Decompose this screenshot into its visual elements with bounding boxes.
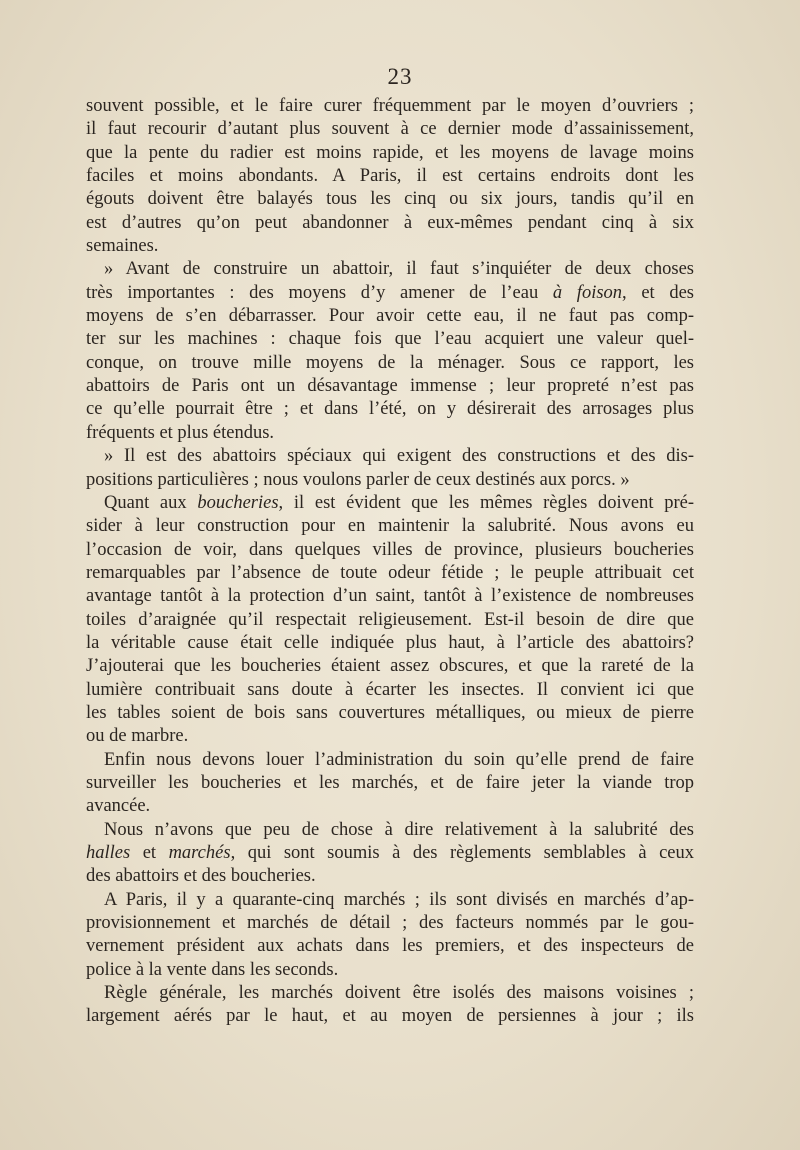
text-segment: avancée. xyxy=(86,796,151,817)
text-segment: il faut recourir d’autant plus souvent à ce dernier mode d’assainissement, xyxy=(86,119,694,140)
text-line xyxy=(86,702,694,725)
text-segment: , et des xyxy=(622,282,695,303)
text-line xyxy=(86,935,694,958)
text-segment: est d’autres qu’on peut abandonner à eux-mêmes pendant cinq à six xyxy=(86,212,694,233)
text-line xyxy=(86,142,694,165)
text-segment: J’ajouterai que les boucheries étaient assez obscures, et que la rareté de la xyxy=(86,656,694,677)
text-segment: toiles d’araignée qu’il respectait religieusement. Est-il besoin de dire que xyxy=(86,609,694,630)
text-segment: ou de marbre. xyxy=(86,726,189,747)
text-line xyxy=(86,469,694,492)
text-line xyxy=(86,959,694,982)
text-line xyxy=(86,422,694,445)
text-line xyxy=(86,95,694,118)
text-line xyxy=(86,398,694,421)
text-segment: fréquents et plus étendus. xyxy=(86,422,275,443)
text-segment: sider à leur construction pour en maintenir la salubrité. Nous avons eu xyxy=(86,516,694,537)
text-line xyxy=(86,632,694,655)
text-line xyxy=(86,539,694,562)
text-line xyxy=(86,118,694,141)
text-line xyxy=(86,258,694,281)
text-segment: très importantes : des moyens d’y amener de l’eau xyxy=(86,282,553,303)
page-number: 23 xyxy=(387,64,413,89)
text-segment: police à la vente dans les seconds. xyxy=(86,959,339,980)
text-segment: Enfin nous devons louer l’administration du soin qu’elle prend de faire xyxy=(104,749,694,770)
text-segment: la véritable cause était celle indiquée plus haut, à l’article des abattoirs? xyxy=(86,632,694,653)
text-line xyxy=(86,725,694,748)
text-segment: des abattoirs et des boucheries. xyxy=(86,866,316,887)
text-line xyxy=(86,912,694,935)
text-line xyxy=(86,819,694,842)
text-segment: semaines. xyxy=(86,236,159,257)
text-line xyxy=(86,165,694,188)
text-segment: lumière contribuait sans doute à écarter les insectes. Il convient ici que xyxy=(86,679,694,700)
text-segment: surveiller les boucheries et les marchés, et de faire jeter la viande trop xyxy=(86,772,694,793)
text-line xyxy=(86,212,694,235)
text-segment: souvent possible, et le faire curer fréquemment par le moyen d’ouvriers ; xyxy=(86,96,694,116)
text-line xyxy=(86,445,694,468)
text-segment: abattoirs de Paris ont un désavantage immense ; leur propreté n’est pas xyxy=(86,376,694,397)
text-line xyxy=(86,562,694,585)
text-segment: positions particulières ; nous voulons parler de ceux destinés aux porcs. » xyxy=(86,469,630,490)
text-line xyxy=(86,375,694,398)
text-line xyxy=(86,235,694,258)
text-line xyxy=(86,585,694,608)
text-segment: les tables soient de bois sans couvertures métalliques, ou mieux de pierre xyxy=(86,702,694,723)
text-segment: faciles et moins abondants. A Paris, il est certains endroits dont les xyxy=(86,166,694,187)
italic-text: marchés xyxy=(168,843,231,863)
text-segment: l’occasion de voir, dans quelques villes de province, plusieurs boucheries xyxy=(86,539,694,560)
text-segment: » Avant de construire un abattoir, il faut s’inquiéter de deux choses xyxy=(104,259,694,280)
italic-text: à foison xyxy=(552,282,623,303)
italic-text: halles xyxy=(86,843,131,863)
text-segment: » Il est des abattoirs spéciaux qui exigent des constructions et des dis- xyxy=(104,446,694,467)
text-segment: ce qu’elle pourrait être ; et dans l’été, on y désirerait des arrosages plus xyxy=(86,399,694,420)
text-line xyxy=(86,609,694,632)
text-line xyxy=(86,492,694,515)
text-line xyxy=(86,352,694,375)
text-segment: moyens de s’en débarrasser. Pour avoir cette eau, il ne faut pas comp- xyxy=(86,306,694,327)
text-segment: , il est évident que les mêmes règles doivent pré- xyxy=(278,492,694,513)
text-segment: A Paris, il y a quarante-cinq marchés ; ils sont divisés en marchés d’ap- xyxy=(104,889,694,910)
italic-text: boucheries xyxy=(197,492,279,513)
text-segment: Règle générale, les marchés doivent être isolés des maisons voisines ; xyxy=(104,983,694,1004)
text-segment: provisionnement et marchés de détail ; des facteurs nommés par le gou- xyxy=(86,913,694,934)
text-segment: et xyxy=(130,843,169,863)
text-line xyxy=(86,865,694,888)
text-segment: largement aérés par le haut, et au moyen de persiennes à jour ; ils xyxy=(86,1006,694,1027)
text-line xyxy=(86,795,694,818)
text-line xyxy=(86,188,694,211)
text-segment: vernement président aux achats dans les premiers, et des inspecteurs de xyxy=(86,936,694,957)
text-line xyxy=(86,655,694,678)
text-segment: égouts doivent être balayés tous les cinq ou six jours, tandis qu’il en xyxy=(86,189,694,210)
text-segment: avantage tantôt à la protection d’un saint, tantôt à l’existence de nombreuses xyxy=(86,586,694,607)
text-segment: remarquables par l’absence de toute odeur fétide ; le peuple attribuait cet xyxy=(86,562,694,583)
text-line xyxy=(86,305,694,328)
text-line xyxy=(86,282,694,305)
text-segment: ter sur les machines : chaque fois que l’eau acquiert une valeur quel- xyxy=(86,329,694,350)
text-line xyxy=(86,515,694,538)
text-line xyxy=(86,679,694,702)
text-line xyxy=(86,772,694,795)
text-line xyxy=(86,749,694,772)
text-segment: conque, on trouve mille moyens de la ménager. Sous ce rapport, les xyxy=(86,352,694,373)
text-line xyxy=(86,889,694,912)
text-line xyxy=(86,328,694,351)
text-line xyxy=(86,842,694,865)
text-segment: que la pente du radier est moins rapide, et les moyens de lavage moins xyxy=(86,142,694,163)
text-line xyxy=(86,982,694,1005)
body-text xyxy=(86,95,694,1029)
text-segment: Quant aux xyxy=(104,492,198,513)
text-segment: , qui sont soumis à des règlements semblables à ceux xyxy=(230,843,694,863)
text-segment: Nous n’avons que peu de chose à dire relativement à la salubrité des xyxy=(104,819,694,840)
text-line xyxy=(86,1005,694,1028)
